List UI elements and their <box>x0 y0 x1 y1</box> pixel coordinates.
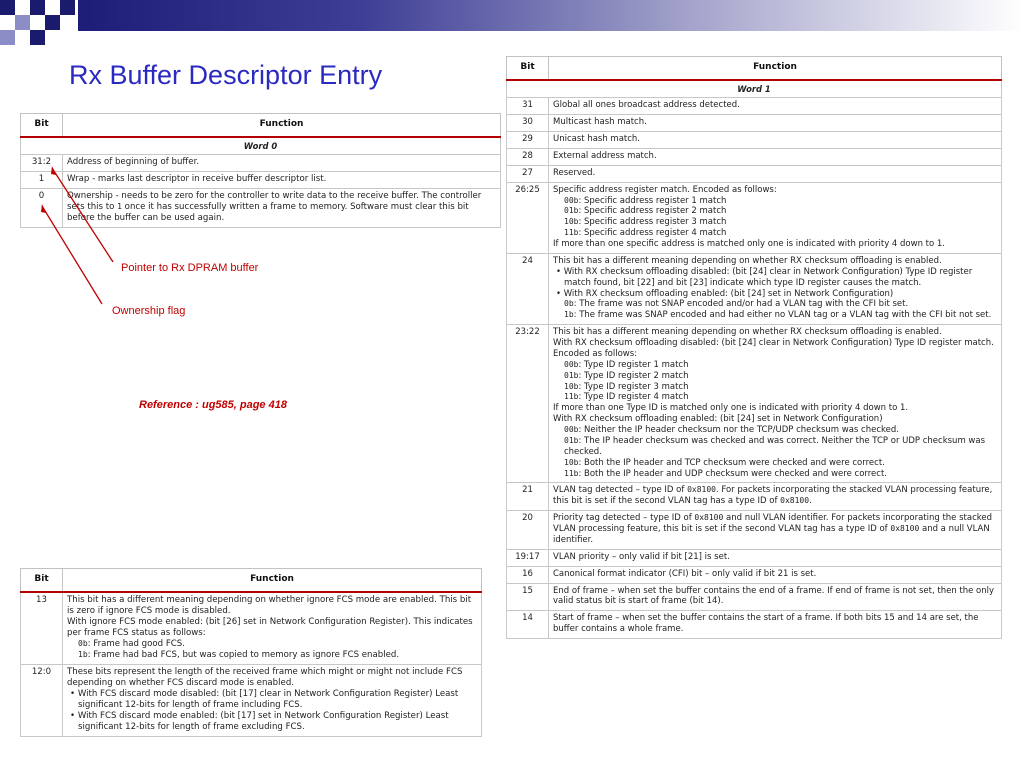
encoding-item <box>553 469 997 480</box>
cell-paragraph: If more than one specific address is matched only one is indicated with priority 4 down to 1. <box>553 239 946 250</box>
cell-text: and null VLAN identifier. For packets incorporating the stacked VLAN processing feature, this bit is set if the second VLAN tag has a type ID of <box>553 513 993 535</box>
table-header-row <box>21 114 501 137</box>
cell-text: and a null VLAN identifier. <box>553 524 990 545</box>
deco-square <box>30 30 45 45</box>
bullet-text: With RX checksum offloading disabled: (bit [24] clear in Network Configuration) Type ID register match found, bit [22] and bit [23] indicate which type ID register causes the match. <box>563 266 973 288</box>
bit-cell: 29 <box>507 132 549 149</box>
encoding-code: 11b <box>564 468 579 478</box>
deco-square <box>15 15 30 30</box>
bit-cell: 21 <box>507 483 549 511</box>
bullet-text: With FCS discard mode enabled: (bit [17] set in Network Configuration Register) Least significant 12-bits for length of frame excluding FCS. <box>77 710 449 732</box>
encoding-item <box>553 310 997 321</box>
encoding-text: : Specific address register 1 match <box>578 195 727 206</box>
encoding-item <box>553 196 997 207</box>
encoding-item <box>553 458 997 469</box>
encoding-text: : Specific address register 3 match <box>578 217 727 228</box>
encoding-text: : Type ID register 3 match <box>578 381 689 392</box>
function-cell: Global all ones broadcast address detected. <box>549 98 1002 115</box>
ownership-code: 1 <box>117 202 122 212</box>
function-cell <box>63 664 482 736</box>
bit-cell: 13 <box>21 592 63 665</box>
encoding-item <box>553 425 997 436</box>
word0-label: Word 0 <box>21 137 501 155</box>
encoding-code: 01b <box>564 435 579 445</box>
bit-cell: 1 <box>21 172 63 189</box>
table-row <box>507 566 1002 583</box>
encoding-text: : Both the IP header and UDP checksum were checked and were correct. <box>578 468 887 479</box>
function-header: Function <box>63 114 501 137</box>
function-cell: Address of beginning of buffer. <box>63 155 501 172</box>
type-id-code: 0x8100 <box>687 485 716 495</box>
bit-cell: 14 <box>507 611 549 639</box>
bit-cell: 12:0 <box>21 664 63 736</box>
encoding-item <box>553 217 997 228</box>
cell-paragraph: This bit has a different meaning depending on whether RX checksum offloading is enabled. <box>553 255 942 266</box>
table-row <box>507 148 1002 165</box>
encoding-text: : Type ID register 1 match <box>578 359 689 370</box>
table-header-row <box>21 569 482 592</box>
table-header-row <box>507 57 1002 80</box>
bit-cell: 31 <box>507 98 549 115</box>
reference-note: Reference : ug585, page 418 <box>139 399 287 411</box>
encoding-item <box>553 299 997 310</box>
encoding-text: : Neither the IP header checksum nor the TCP/UDP checksum was checked. <box>578 425 899 436</box>
table-row <box>21 189 501 228</box>
function-cell: Canonical format indicator (CFI) bit – only valid if bit 21 is set. <box>549 566 1002 583</box>
function-cell: External address match. <box>549 148 1002 165</box>
cell-text: . For packets incorporating the stacked VLAN processing feature, this bit is set if the second VLAN tag has a type ID of <box>553 485 993 507</box>
encoding-code: 11b <box>564 228 579 238</box>
function-cell: Start of frame – when set the buffer contains the start of a frame. If both bits 15 and 14 are set, the buffer contains a whole frame. <box>549 611 1002 639</box>
encoding-item <box>553 206 997 217</box>
encoding-code: 10b <box>564 381 579 391</box>
encoding-code: 00b <box>564 359 579 369</box>
function-cell <box>549 253 1002 324</box>
encoding-text: : Frame had good FCS. <box>87 638 185 649</box>
bullet-text: With FCS discard mode disabled: (bit [17] clear in Network Configuration Register) Least significant 12-bits for length of frame including FCS. <box>77 688 459 710</box>
ownership-text-a: Ownership - needs to be zero for the controller to write data to the receive buffer. The controller sets this to <box>67 191 482 213</box>
encoding-text: : Type ID register 4 match <box>578 392 689 403</box>
pointer-annotation: Pointer to Rx DPRAM buffer <box>121 262 259 274</box>
bit-cell: 16 <box>507 566 549 583</box>
type-id-code: 0x8100 <box>780 496 810 506</box>
function-cell: Unicast hash match. <box>549 132 1002 149</box>
bit-cell: 31:2 <box>21 155 63 172</box>
encoding-code: 10b <box>564 217 579 227</box>
bit-cell: 24 <box>507 253 549 324</box>
cell-paragraph: With RX checksum offloading disabled: (bit [24] clear in Network Configuration) Type ID register match. Encoded as follows: <box>553 338 994 359</box>
table-row <box>507 132 1002 149</box>
table-row <box>21 664 482 736</box>
bullet-text: With RX checksum offloading enabled: (bit [24] set in Network Configuration) <box>563 288 894 299</box>
table-row <box>507 483 1002 511</box>
slide-title: Rx Buffer Descriptor Entry <box>69 60 383 90</box>
table-row <box>507 253 1002 324</box>
encoding-code: 1b <box>564 310 574 320</box>
bit-cell: 23:22 <box>507 325 549 483</box>
function-cell: Reserved. <box>549 165 1002 182</box>
bit-cell: 28 <box>507 148 549 165</box>
deco-square <box>0 30 15 45</box>
table-row <box>21 172 501 189</box>
bullet-item: • With RX checksum offloading disabled: (bit [24] clear in Network Configuration) Type ID register match found, bit [22] and bit [23] indicate which type ID register causes the match. <box>556 266 973 288</box>
function-cell: VLAN priority – only valid if bit [21] is set. <box>549 549 1002 566</box>
encoding-text: : The frame was not SNAP encoded and/or had a VLAN tag with the CFI bit set. <box>573 299 909 310</box>
encoding-code: 01b <box>564 206 579 216</box>
cell-text: VLAN tag detected – type ID of <box>553 485 688 496</box>
cell-paragraph: With ignore FCS mode enabled: (bit [26] set in Network Configuration Register). This indicates per frame FCS status as follows: <box>67 616 473 638</box>
cell-paragraph: Specific address register match. Encoded as follows: <box>553 184 777 195</box>
bit-cell: 26:25 <box>507 182 549 253</box>
word1-label: Word 1 <box>507 80 1002 98</box>
table-row <box>507 511 1002 550</box>
bit-cell: 20 <box>507 511 549 550</box>
word0-table <box>20 113 501 228</box>
cell-paragraph: This bit has a different meaning depending on whether RX checksum offloading is enabled. <box>553 327 942 338</box>
cell-text: Priority tag detected – type ID of <box>553 513 695 524</box>
bit-cell: 19:17 <box>507 549 549 566</box>
word-label-row <box>507 80 1002 98</box>
encoding-item <box>67 639 477 650</box>
encoding-code: 10b <box>564 457 579 467</box>
cell-paragraph: With RX checksum offloading enabled: (bit [24] set in Network Configuration) <box>553 414 883 425</box>
deco-square <box>45 15 60 30</box>
encoding-code: 00b <box>564 425 579 435</box>
table-row <box>507 182 1002 253</box>
encoding-text: : Frame had bad FCS, but was copied to memory as ignore FCS enabled. <box>87 649 400 660</box>
type-id-code: 0x8100 <box>694 513 724 523</box>
bit-header: Bit <box>21 569 63 592</box>
encoding-code: 01b <box>564 370 579 380</box>
encoding-code: 0b <box>564 299 574 309</box>
encoding-text: : Type ID register 2 match <box>578 370 689 381</box>
ownership-annotation: Ownership flag <box>112 305 186 317</box>
bit-cell: 15 <box>507 583 549 611</box>
bit-cell: 30 <box>507 115 549 132</box>
function-cell <box>63 189 501 228</box>
bullet-item: • With RX checksum offloading enabled: (bit [24] set in Network Configuration) <box>556 288 894 299</box>
table-row <box>507 583 1002 611</box>
encoding-item <box>553 228 997 239</box>
ownership-text-b: once it has successfully written a frame to memory. Software must clear this bit before the buffer can be used again. <box>67 202 469 224</box>
encoding-code: 00b <box>564 195 579 205</box>
cell-paragraph: If more than one Type ID is matched only one is indicated with priority 4 down to 1. <box>553 403 909 414</box>
encoding-text: : Specific address register 4 match <box>578 228 727 239</box>
function-header: Function <box>63 569 482 592</box>
table-row <box>507 115 1002 132</box>
function-cell <box>549 325 1002 483</box>
encoding-text: : The IP header checksum was checked and was correct. Neither the TCP or UDP checksum was checked. <box>564 435 986 457</box>
header-decoration <box>0 0 1024 50</box>
function-cell: End of frame – when set the buffer contains the end of a frame. If end of frame is not set, then the only valid status bit is start of frame (bit 14). <box>549 583 1002 611</box>
bullet-item: • With FCS discard mode disabled: (bit [17] clear in Network Configuration Register) Least significant 12-bits for length of frame including FCS. <box>70 688 459 710</box>
bit-header: Bit <box>21 114 63 137</box>
cell-paragraph: These bits represent the length of the received frame which might or might not include FCS depending on whether FCS discard mode is enabled. <box>67 666 463 688</box>
encoding-code: 0b <box>78 638 88 648</box>
cell-paragraph: This bit has a different meaning depending on whether ignore FCS mode are enabled. This bit is zero if ignore FCS mode is disabled. <box>67 594 472 616</box>
deco-square <box>60 0 75 15</box>
word-label-row <box>21 137 501 155</box>
function-header: Function <box>549 57 1002 80</box>
bit-cell: 27 <box>507 165 549 182</box>
bullet-item: • With FCS discard mode enabled: (bit [17] set in Network Configuration Register) Least significant 12-bits for length of frame excluding FCS. <box>70 710 449 732</box>
function-cell: Wrap - marks last descriptor in receive buffer descriptor list. <box>63 172 501 189</box>
encoding-text: : Specific address register 2 match <box>578 206 727 217</box>
function-cell: Multicast hash match. <box>549 115 1002 132</box>
table-row <box>21 155 501 172</box>
table-row <box>507 165 1002 182</box>
bit-header: Bit <box>507 57 549 80</box>
word1-table <box>506 56 1002 639</box>
encoding-item <box>553 382 997 393</box>
table-row <box>507 549 1002 566</box>
table-row <box>507 98 1002 115</box>
table-row <box>21 592 482 665</box>
bit-cell: 0 <box>21 189 63 228</box>
encoding-item <box>553 360 997 371</box>
word1-low-table <box>20 568 482 737</box>
function-cell <box>63 592 482 665</box>
type-id-code: 0x8100 <box>890 524 920 534</box>
deco-square <box>30 0 45 15</box>
cell-text: . <box>809 496 812 507</box>
table-row <box>507 325 1002 483</box>
encoding-text: : The frame was SNAP encoded and had either no VLAN tag or a VLAN tag with the CFI bit not set. <box>573 310 992 321</box>
function-cell <box>549 182 1002 253</box>
encoding-text: : Both the IP header and TCP checksum were checked and were correct. <box>578 457 885 468</box>
encoding-item <box>553 436 997 458</box>
deco-square <box>0 0 15 15</box>
gradient-band <box>78 0 1024 31</box>
encoding-item <box>553 392 997 403</box>
encoding-code: 11b <box>564 392 579 402</box>
table-row <box>507 611 1002 639</box>
function-cell <box>549 483 1002 511</box>
encoding-item <box>67 650 477 661</box>
encoding-item <box>553 371 997 382</box>
encoding-code: 1b <box>78 649 88 659</box>
function-cell <box>549 511 1002 550</box>
